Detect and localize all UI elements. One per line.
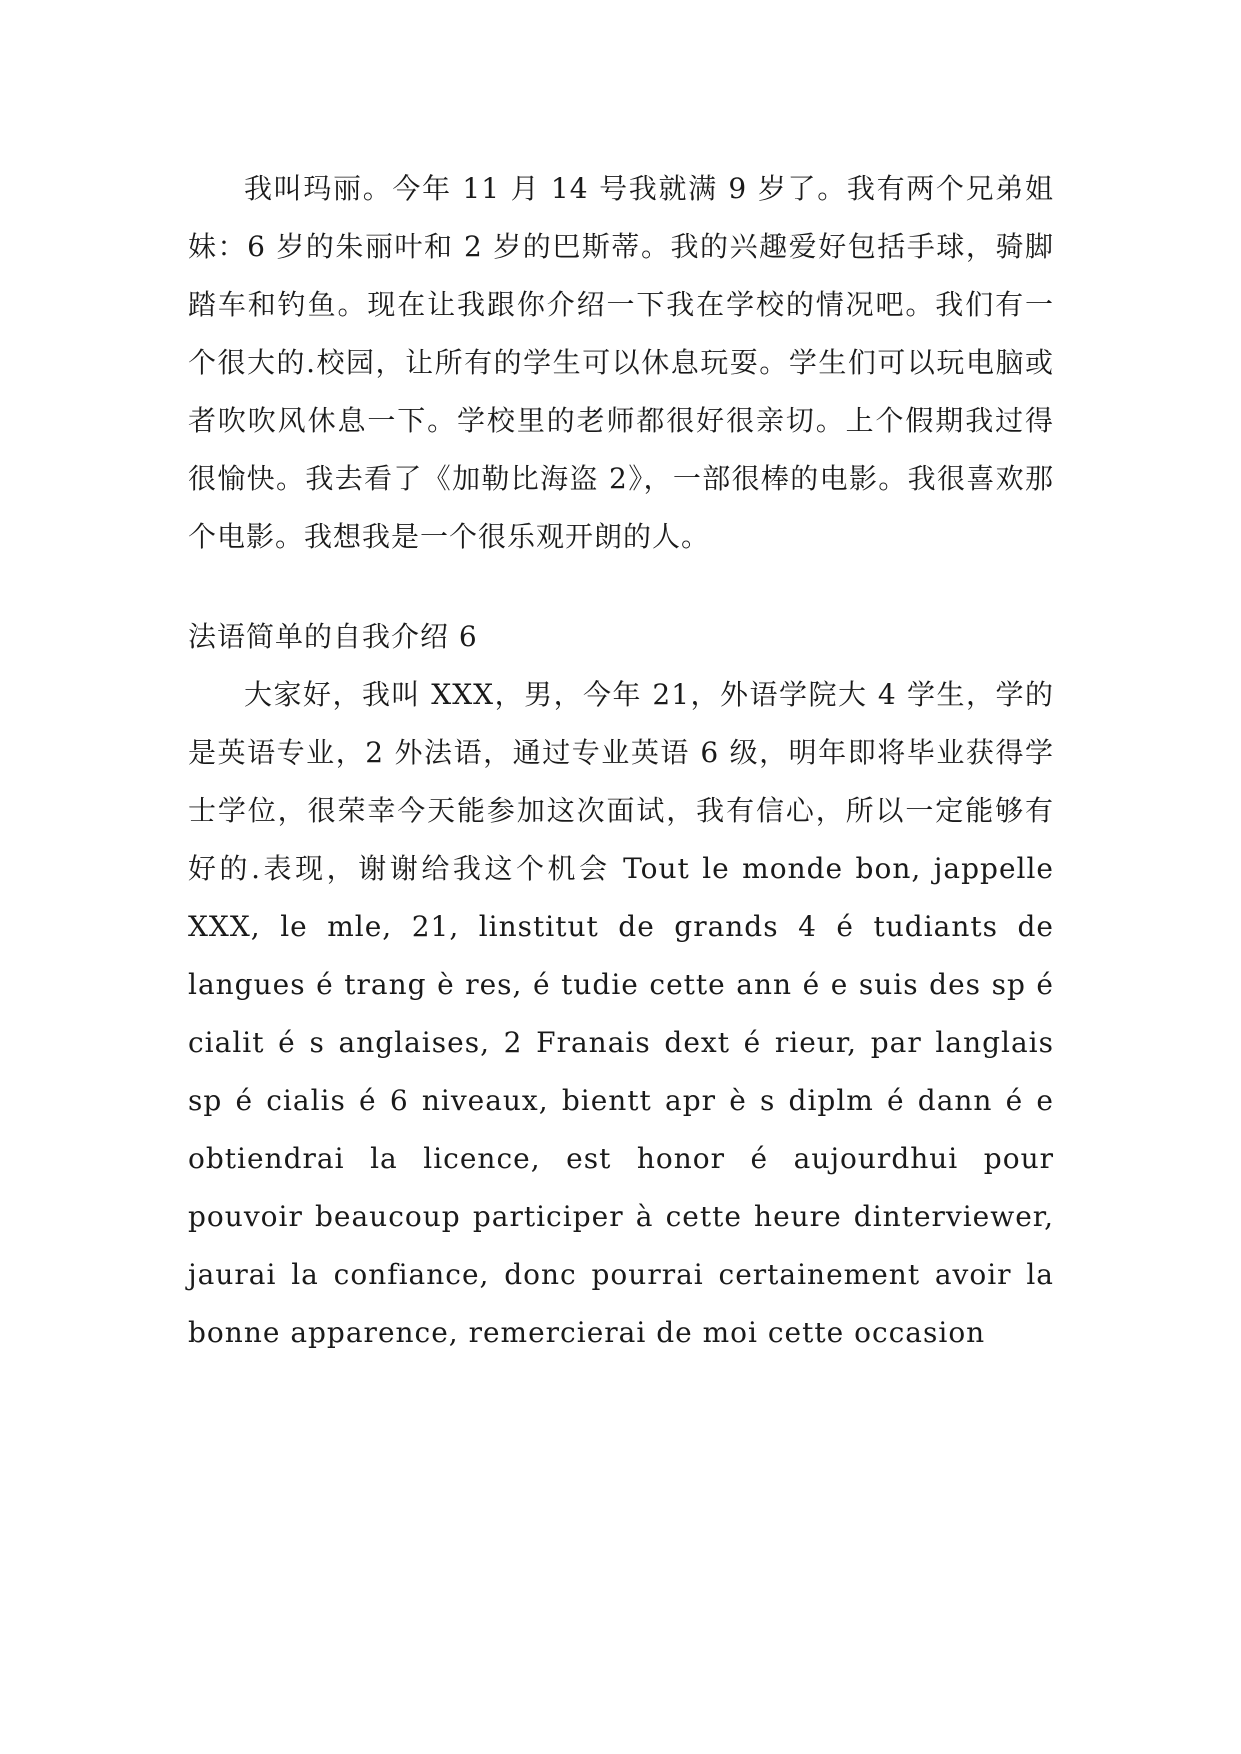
self-introduction-paragraph: 大家好，我叫 XXX，男，今年 21，外语学院大 4 学生，学的是英语专业，2 外法语，通过专业英语 6 级，明年即将毕业获得学士学位，很荣幸今天能参加这次面试，我有信心，所以一定能够有好的.表现，谢谢给我这个机会 Tout le monde bon, jappelle XXX, le mle, 21, linstitut de grands 4 é tudiants de langues é trang è res, é tudie cette ann é e suis des sp é cialit é s anglaises, 2 Franais dext é rieur, par langlais sp é cialis é 6 niveaux, bientt apr è s diplm é dann é e obtiendrai la licence, est honor é aujourdhui pour pouvoir beaucoup participer à cette heure dinterviewer, jaurai la confiance, donc pourrai certainement avoir la bonne apparence, remercierai de moi cette occasion [188,678,1054,1349]
section-heading: 法语简单的自我介绍 6 [188,620,478,653]
intro-paragraph: 我叫玛丽。今年 11 月 14 号我就满 9 岁了。我有两个兄弟姐妹：6 岁的朱丽叶和 2 岁的巴斯蒂。我的兴趣爱好包括手球，骑脚踏车和钓鱼。现在让我跟你介绍一下我在学校的情况吧。我们有一个很大的.校园，让所有的学生可以休息玩耍。学生们可以玩电脑或者吹吹风休息一下。学校里的老师都很好很亲切。上个假期我过得很愉快。我去看了《加勒比海盗 2》，一部很棒的电影。我很喜欢那个电影。我想我是一个很乐观开朗的人。 [188,172,1054,553]
document-body [188,160,1054,1362]
